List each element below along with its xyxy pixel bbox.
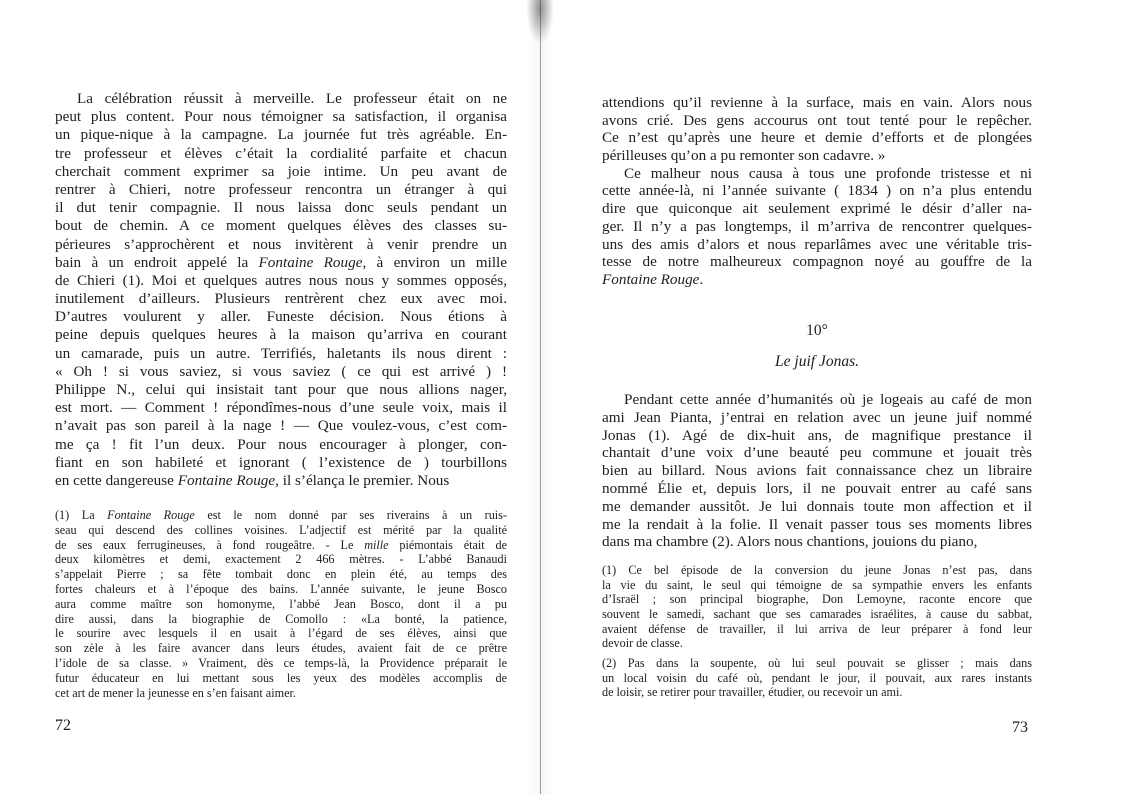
text-line: un local voisin du café où, pendant le jour, il pouvait, aux rares instants	[602, 670, 1032, 685]
text-line: Fontaine Rouge.	[602, 270, 704, 288]
book-gutter-shadow	[528, 0, 554, 794]
right-page-footnote-2	[602, 656, 1032, 700]
right-page-body-text-continued	[602, 94, 1032, 289]
text-line: périeures s’approchèrent et nous invitèrent à venir prendre un	[55, 235, 507, 253]
text-line: n’avait pas son pareil à la nage ! — Que voulez-vous, c’est com-	[55, 417, 507, 435]
italic-text: Fontaine Rouge	[258, 253, 363, 271]
text-line: la vie du saint, le seul qui témoigne de sa sympathie envers les enfants	[602, 577, 1032, 592]
text-line: peine depuis quelques heures à la maison qu’arriva en courant	[55, 326, 507, 344]
text-line: s’appelait Pierre ; sa fête tombait donc en plein été, au temps des	[55, 567, 507, 582]
text-line: cet art de mener la jeunesse en s’en faisant aimer.	[55, 685, 296, 700]
text-line: « Oh ! si vous saviez, si vous saviez ( ce qui est arrivé ) !	[55, 362, 507, 380]
text-line: deux kilomètres et demi, exactement 2 466 mètres. - L’abbé Banaudi	[55, 552, 507, 567]
scan-smudge	[527, 0, 553, 42]
text-line: nommé Élie et, depuis lors, il ne pouvait entrer au café sans	[602, 479, 1032, 497]
text-line: (2) Pas dans la soupente, où lui seul pouvait se glisser ; mais dans	[602, 656, 1032, 670]
text-line: bain à un endroit appelé la Fontaine Rouge, à environ un mille	[55, 253, 507, 271]
text-line: de ses eaux ferrugineuses, à fond rougeâtre. - Le mille piémontais était de	[55, 537, 507, 552]
text-line: La célébration réussit à merveille. Le professeur était on ne	[77, 90, 507, 107]
text-line: D’autres voulurent y aller. Funeste décision. Nous étions à	[55, 308, 507, 326]
text-line: de Chieri (1). Moi et quelques autres nous nous y sommes opposés,	[55, 271, 507, 289]
left-page-footnote-1	[55, 508, 507, 700]
book-gutter-line	[540, 0, 541, 794]
text-line: ami Jean Pianta, j’entrai en relation avec un jeune juif nommé	[602, 408, 1032, 426]
text-line: avaient défense de travailler, il lui arriva de leur préparer à fond leur	[602, 621, 1032, 636]
text-line: inutilement d’ailleurs. Plusieurs rentrèrent chez eux avec moi.	[55, 290, 507, 308]
text-line: me la rendait à la folie. Il venait passer tous ses moments libres	[602, 515, 1032, 533]
text-line: fortes chaleurs et à l’époque des bains. L’année suivante, le jeune Bosco	[55, 581, 507, 596]
text-line: uns des amis d’alors et nous reparlâmes avec une véritable tris-	[602, 235, 1032, 253]
text-line: est mort. — Comment ! répondîmes-nous d’une seule voix, mais il	[55, 399, 507, 417]
page-number-right: 73	[1012, 719, 1028, 736]
text-line: en cette dangereuse Fontaine Rouge, il s’élança le premier. Nous	[55, 471, 450, 489]
text-line: Ce malheur nous causa à tous une profonde tristesse et ni	[624, 164, 1032, 182]
text-line: Ce n’est qu’après une heure et demie d’efforts et de plongées	[602, 129, 1032, 147]
italic-text: Fontaine Rouge	[107, 508, 195, 522]
italic-text: mille	[364, 537, 389, 552]
text-line: souvent le samedi, sachant que ses camarades israélites, à cause du sabbat,	[602, 607, 1032, 622]
text-line: de loisir, se retirer pour travailler, étudier, ou recevoir un ami.	[602, 685, 903, 700]
text-line: rentrer à Chieri, notre professeur rencontra un étranger à qui	[55, 180, 507, 198]
text-line: me ça ! fit l’un deux. Pour nous encourager à plonger, con-	[55, 435, 507, 453]
text-line: avons crié. Des gens accourus ont tout tenté pour le repêcher.	[602, 111, 1032, 129]
page-number-left: 72	[55, 717, 71, 734]
text-line: (1) Ce bel épisode de la conversion du jeune Jonas n’est pas, dans	[602, 563, 1032, 577]
text-line: d’Israël ; son principal biographe, Don Lemoyne, raconte encore que	[602, 592, 1032, 607]
text-line: peut plus content. Pour nous témoigner sa satisfaction, il organisa	[55, 108, 507, 126]
text-line: bout de chemin. A ce moment quelques élèves des classes su-	[55, 217, 507, 235]
text-line: dire aussi, dans la biographie de Comollo : «La bonté, la patience,	[55, 611, 507, 626]
text-line: le sourire avec lesquels il en usait à l’égard de ses élèves, ainsi que	[55, 626, 507, 641]
text-line: ger. Il n’y a pas longtemps, il m’arriva de rencontrer quelques-	[602, 217, 1032, 235]
text-line: attendions qu’il revienne à la surface, mais en vain. Alors nous	[602, 94, 1032, 111]
text-line: cherchait comment exprimer sa joie intime. Un peu avant de	[55, 162, 507, 180]
text-line: un camarade, puis un autre. Terrifiés, haletants ils nous dirent :	[55, 344, 507, 362]
text-line: il dut tenir compagnie. Il nous laissa donc seuls pendant un	[55, 199, 507, 217]
text-line: seau qui descend des collines voisines. L’adjectif est mérité par la qualité	[55, 522, 507, 537]
text-line: son zèle à les faire avancer dans leurs études, avaient fait de ce prêtre	[55, 641, 507, 656]
left-page-body-text	[55, 90, 507, 490]
chapter-number: 10°	[806, 322, 828, 339]
text-line: périlleuses qu’on a pu remonter son cadavre. »	[602, 147, 886, 165]
text-line: l’idole de sa classe. » Vraiment, dès ce temps-là, la Providence préparait le	[55, 655, 507, 670]
text-line: Jonas (1). Agé de dix-huit ans, de magnifique prestance il	[602, 426, 1032, 444]
text-line: dans ma chambre (2). Alors nous chantions, jouions du piano,	[602, 533, 978, 551]
italic-text: Fontaine Rouge	[177, 471, 276, 489]
right-page-footnote-1	[602, 563, 1032, 651]
text-line: Pendant cette année d’humanités où je logeais au café de mon	[624, 391, 1032, 408]
right-page-chapter-paragraph	[602, 391, 1032, 551]
text-line: (1) La Fontaine Rouge est le nom donné par ses riverains à un ruis-	[55, 508, 507, 522]
text-line: futur éducateur en lui mettant sous les yeux des modèles accomplis de	[55, 670, 507, 685]
italic-text: Fontaine Rouge	[602, 270, 700, 288]
text-line: fiant en son habileté et ignorant ( l’existence de ) tourbillons	[55, 453, 507, 471]
text-line: chantait d’une voix d’une beauté peu commune et jouait très	[602, 444, 1032, 462]
text-line: aura comme maître son homonyme, l’abbé Jean Bosco, dont il a pu	[55, 596, 507, 611]
text-line: me demander aussitôt. Je lui donnais toute mon affection et il	[602, 497, 1032, 515]
text-line: dire que quiconque ait seulement exprimé le désir d’aller na-	[602, 200, 1032, 218]
text-line: bien au billard. Nous avions fait connaissance chez un libraire	[602, 462, 1032, 480]
text-line: devoir de classe.	[602, 636, 683, 651]
text-line: cette année-là, ni l’année suivante ( 1834 ) on n’a plus entendu	[602, 182, 1032, 200]
text-line: un pique-nique à la campagne. La journée fut très agréable. En-	[55, 126, 507, 144]
text-line: tre professeur et élèves c’était la cordialité parfaite et chacun	[55, 144, 507, 162]
text-line: Philippe N., celui qui insistait tant pour que nous allions nager,	[55, 381, 507, 398]
chapter-title: Le juif Jonas.	[775, 353, 859, 370]
text-line: tesse de notre malheureux compagnon noyé au gouffre de la	[602, 253, 1032, 271]
